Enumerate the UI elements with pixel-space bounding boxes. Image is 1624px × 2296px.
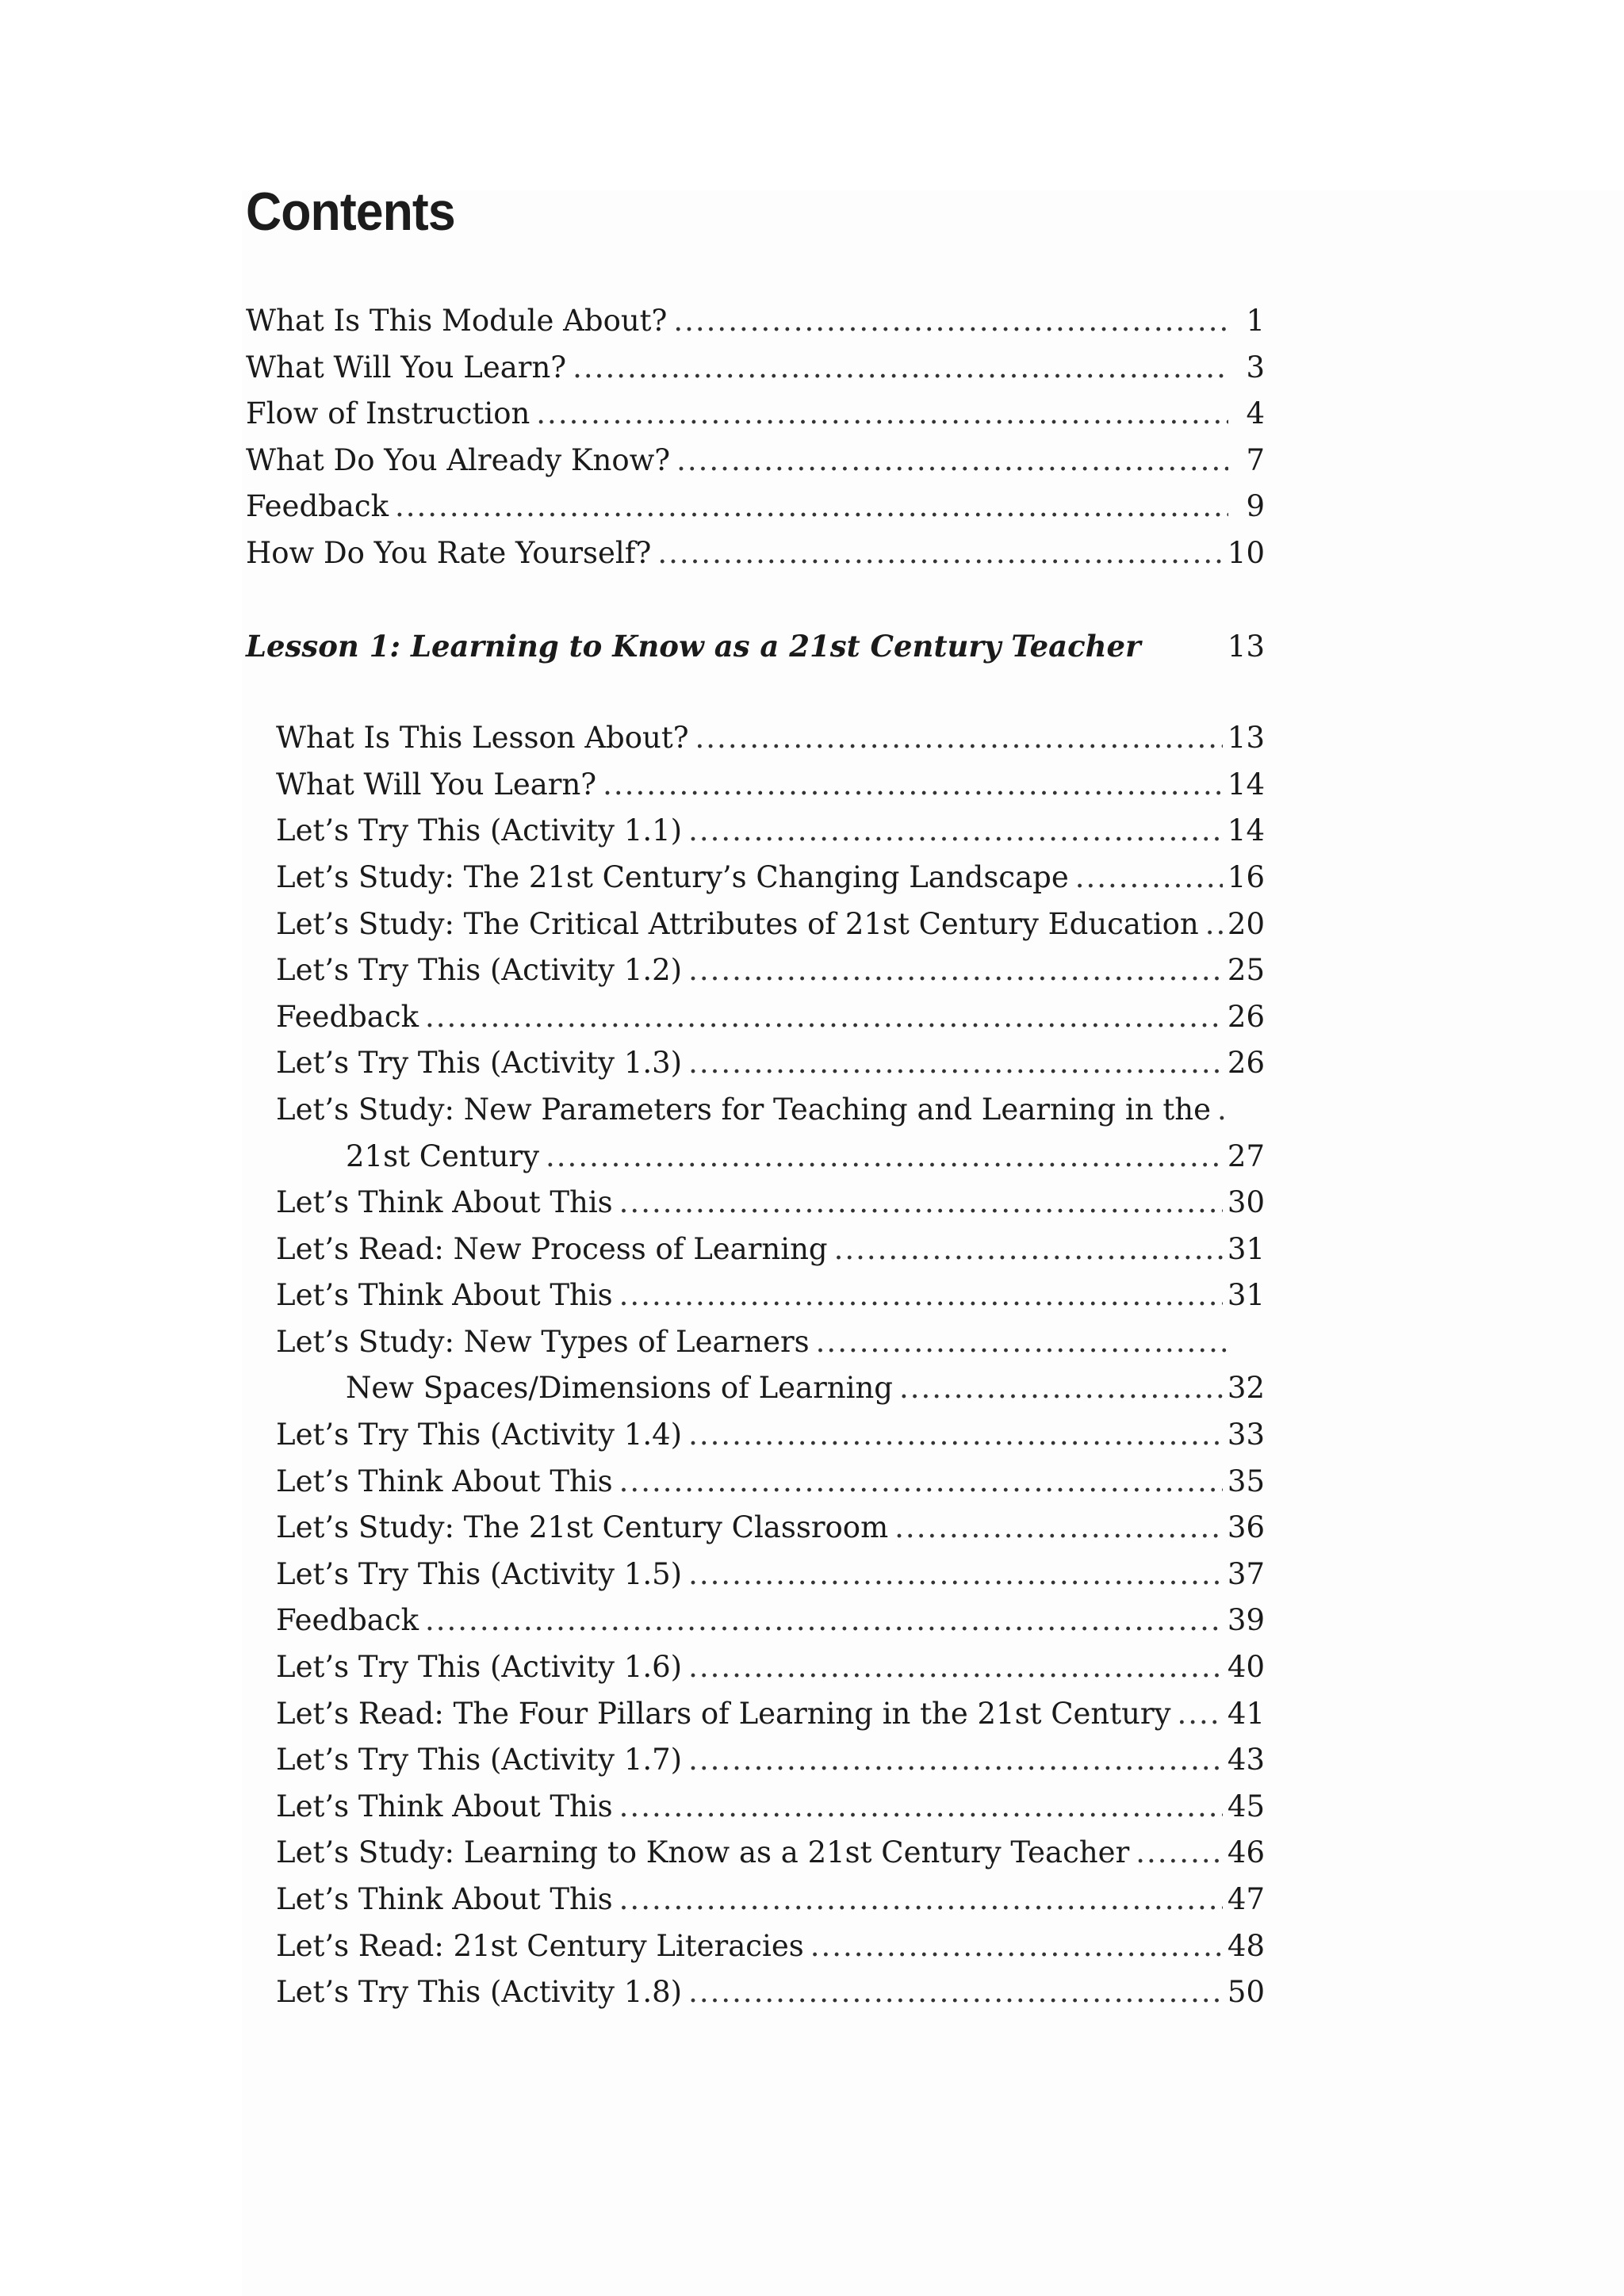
toc-entry-label: Let’s Think About This	[276, 1278, 613, 1313]
toc-entry[interactable]	[246, 1644, 1265, 1691]
toc-entry-label: 21st Century	[346, 1138, 540, 1173]
toc-entry[interactable]	[246, 901, 1265, 948]
toc-entry-label: What Is This Module About?	[246, 304, 668, 338]
toc-entry-label: Let’s Try This (Activity 1.3)	[276, 1046, 683, 1081]
toc-entry-page-number: 43	[1227, 1743, 1265, 1777]
dot-leader	[688, 808, 1223, 855]
toc-entry-label: What Do You Already Know?	[246, 442, 671, 477]
dot-leader	[1178, 1691, 1223, 1738]
dot-leader	[834, 1226, 1223, 1273]
toc-entry-page-number: 32	[1227, 1371, 1265, 1406]
toc-entry-label: Let’s Think About This	[276, 1882, 613, 1916]
lesson-items-list	[246, 715, 1265, 2016]
dot-leader	[619, 1272, 1223, 1319]
toc-entry[interactable]	[246, 1830, 1265, 1877]
toc-entry-label: Feedback	[276, 999, 419, 1034]
toc-entry-page-number: 16	[1227, 859, 1265, 894]
toc-entry[interactable]	[246, 1319, 1265, 1366]
toc-entry[interactable]	[246, 808, 1265, 855]
toc-entry[interactable]	[246, 391, 1265, 438]
dot-leader	[816, 1319, 1228, 1366]
dot-leader	[395, 484, 1228, 530]
toc-entry[interactable]	[246, 762, 1265, 809]
toc-entry-label: Flow of Instruction	[246, 396, 530, 431]
dot-leader	[1136, 1830, 1223, 1877]
toc-entry-label: Let’s Think About This	[276, 1464, 613, 1498]
dot-leader	[673, 298, 1228, 345]
dot-leader	[425, 1598, 1223, 1644]
dot-leader	[688, 1969, 1223, 2016]
toc-entry[interactable]	[246, 345, 1265, 392]
toc-entry[interactable]	[246, 1040, 1265, 1087]
toc-entry-label: Let’s Try This (Activity 1.5)	[276, 1556, 683, 1591]
toc-entry-page-number: 36	[1227, 1510, 1265, 1545]
toc-entry[interactable]	[246, 438, 1265, 484]
dot-leader	[688, 947, 1223, 994]
toc-entry-page-number: 40	[1227, 1650, 1265, 1685]
toc-entry-label: Let’s Study: New Parameters for Teaching and Learning in the	[276, 1092, 1211, 1127]
toc-entry[interactable]	[246, 1877, 1265, 1923]
dot-leader	[688, 1737, 1223, 1784]
toc-entry[interactable]	[246, 484, 1265, 530]
dot-leader	[1217, 1087, 1228, 1134]
toc-entry-page-number: 10	[1227, 535, 1265, 570]
toc-entry-page-number: 25	[1227, 953, 1265, 988]
toc-entry[interactable]	[246, 1180, 1265, 1226]
dot-leader	[688, 1644, 1223, 1691]
toc-entry-label: Feedback	[276, 1603, 419, 1638]
lesson-page-number: 13	[1227, 629, 1265, 664]
toc-entry-label: Let’s Study: The 21st Century’s Changing Landscape	[276, 859, 1069, 894]
toc-entry[interactable]	[246, 1087, 1265, 1134]
toc-entry-page-number: 31	[1227, 1278, 1265, 1313]
toc-entry[interactable]	[246, 1923, 1265, 1970]
toc-entry-page-number: 48	[1227, 1928, 1265, 1963]
toc-entry[interactable]	[246, 1505, 1265, 1552]
dot-leader	[657, 530, 1223, 577]
toc-entry-page-number: 39	[1227, 1603, 1265, 1638]
toc-entry-label: Let’s Try This (Activity 1.4)	[276, 1418, 683, 1452]
dot-leader	[546, 1134, 1223, 1181]
dot-leader	[619, 1877, 1223, 1923]
dot-leader	[603, 762, 1223, 809]
toc-entry-label: Let’s Study: New Types of Learners	[276, 1324, 810, 1359]
toc-entry-page-number: 26	[1227, 1046, 1265, 1081]
dot-leader	[688, 1412, 1223, 1459]
toc-entry-page-number: 46	[1227, 1835, 1265, 1870]
toc-entry-page-number: 31	[1227, 1231, 1265, 1266]
page-title: Contents	[246, 182, 455, 242]
dot-leader	[899, 1365, 1223, 1412]
toc-entry-page-number: 47	[1227, 1882, 1265, 1916]
toc-entry-label: Let’s Study: The Critical Attributes of 21st Century Education	[276, 906, 1199, 941]
toc-entry-page-number: 13	[1227, 721, 1265, 756]
toc-entry-page-number: 1	[1246, 304, 1265, 338]
dot-leader	[688, 1040, 1223, 1087]
toc-entry-label: Let’s Study: Learning to Know as a 21st Century Teacher	[276, 1835, 1130, 1870]
toc-entry-label: What Will You Learn?	[276, 767, 597, 802]
toc-entry[interactable]	[246, 1226, 1265, 1273]
toc-entry-label: Feedback	[246, 489, 389, 524]
dot-leader	[619, 1459, 1223, 1506]
toc-entry-page-number: 3	[1246, 350, 1265, 385]
dot-leader	[425, 994, 1223, 1041]
toc-entry-label: Let’s Try This (Activity 1.7)	[276, 1743, 683, 1777]
toc-entry-page-number: 14	[1227, 813, 1265, 848]
toc-entry[interactable]	[246, 947, 1265, 994]
toc-entry[interactable]	[246, 1365, 1265, 1412]
dot-leader	[695, 715, 1223, 762]
toc-entry[interactable]	[246, 1691, 1265, 1738]
toc-entry[interactable]	[246, 994, 1265, 1041]
toc-entry-page-number: 33	[1227, 1418, 1265, 1452]
toc-entry[interactable]	[246, 855, 1265, 901]
toc-entry-label: Let’s Try This (Activity 1.8)	[276, 1975, 683, 2010]
toc-entry-page-number: 26	[1227, 999, 1265, 1034]
toc-entry[interactable]	[246, 298, 1265, 345]
toc-entry[interactable]	[246, 1272, 1265, 1319]
toc-entry[interactable]	[246, 1598, 1265, 1644]
toc-entry-label: What Will You Learn?	[246, 350, 567, 385]
lesson-title: Lesson 1: Learning to Know as a 21st Century Teacher	[246, 628, 1141, 664]
toc-entry[interactable]	[246, 1784, 1265, 1831]
toc-entry-label: Let’s Think About This	[276, 1789, 613, 1823]
toc-entry[interactable]	[246, 1412, 1265, 1459]
toc-entry-label: What Is This Lesson About?	[276, 721, 689, 756]
front-matter-list	[246, 298, 1265, 577]
toc-entry-label: Let’s Read: The Four Pillars of Learning in the 21st Century	[276, 1696, 1171, 1731]
table-of-contents	[246, 181, 1265, 2016]
dot-leader	[810, 1923, 1223, 1970]
toc-entry-label: Let’s Study: The 21st Century Classroom	[276, 1510, 889, 1545]
toc-entry[interactable]	[246, 1737, 1265, 1784]
toc-entry-page-number: 37	[1227, 1556, 1265, 1591]
toc-entry[interactable]	[246, 1459, 1265, 1506]
dot-leader	[573, 345, 1228, 392]
toc-entry[interactable]	[246, 1969, 1265, 2016]
dot-leader	[676, 438, 1228, 484]
toc-entry-page-number: 20	[1227, 906, 1265, 941]
toc-entry-label: How Do You Rate Yourself?	[246, 535, 652, 570]
toc-entry-label: New Spaces/Dimensions of Learning	[346, 1371, 893, 1406]
toc-entry-page-number: 9	[1246, 489, 1265, 524]
toc-entry-label: Let’s Try This (Activity 1.1)	[276, 813, 683, 848]
dot-leader	[1075, 855, 1223, 901]
dot-leader	[688, 1552, 1223, 1598]
dot-leader	[1205, 901, 1223, 948]
toc-entry-label: Let’s Think About This	[276, 1185, 613, 1220]
toc-entry-label: Let’s Read: 21st Century Literacies	[276, 1928, 804, 1963]
dot-leader	[619, 1180, 1223, 1226]
toc-entry-page-number: 14	[1227, 767, 1265, 802]
dot-leader	[894, 1505, 1223, 1552]
toc-entry-label: Let’s Read: New Process of Learning	[276, 1231, 828, 1266]
toc-entry-page-number: 30	[1227, 1185, 1265, 1220]
toc-entry-page-number: 4	[1246, 396, 1265, 431]
toc-entry-page-number: 50	[1227, 1975, 1265, 2010]
dot-leader	[619, 1784, 1223, 1831]
toc-entry[interactable]	[246, 530, 1265, 577]
toc-entry-page-number: 45	[1227, 1789, 1265, 1823]
toc-entry[interactable]	[246, 1134, 1265, 1181]
toc-entry-label: Let’s Try This (Activity 1.6)	[276, 1650, 683, 1685]
toc-entry-page-number: 7	[1246, 442, 1265, 477]
toc-entry-page-number: 41	[1227, 1696, 1265, 1731]
toc-entry-label: Let’s Try This (Activity 1.2)	[276, 953, 683, 988]
toc-entry[interactable]	[246, 1552, 1265, 1598]
toc-entry-page-number: 35	[1227, 1464, 1265, 1498]
lesson-heading[interactable]	[246, 623, 1265, 670]
toc-entry-page-number: 27	[1227, 1138, 1265, 1173]
toc-entry[interactable]	[246, 715, 1265, 762]
dot-leader	[536, 391, 1228, 438]
